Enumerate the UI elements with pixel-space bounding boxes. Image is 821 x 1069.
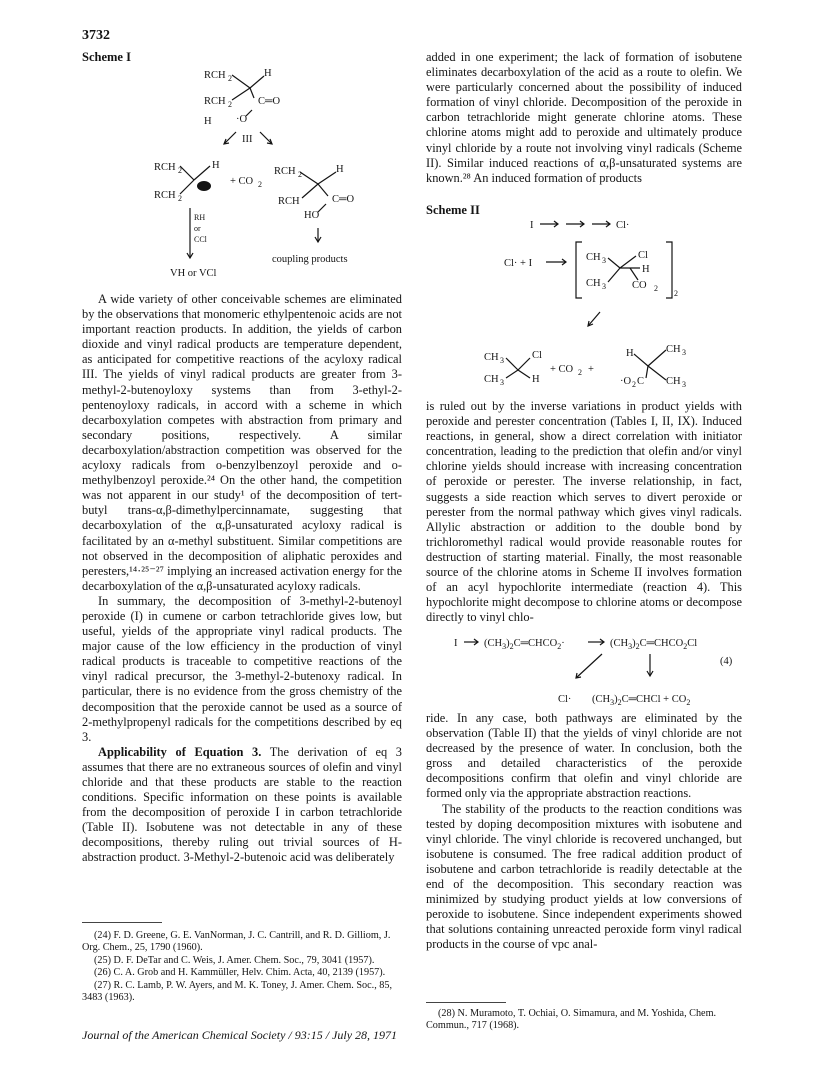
s2-prod-h: H — [532, 374, 540, 385]
s2-anion-h: H — [626, 348, 634, 359]
s1-top-h2: H — [204, 116, 212, 127]
svg-text:2: 2 — [298, 170, 302, 179]
left-paragraph-2: In summary, the decomposition of 3-methyl-2-butenoyl peroxide (I) in cumene or carbon tetrachloride gives low, but useful, yields of the appropriate vinyl radical products. The major cause of the low efficiency in the production of vinyl radical products is traceable to competitive reactions of the vinyl radical precursor, the 3-methyl-2-butenoxy radical. In particular, there is no evidence from the gross chemistry of the decomposition that the peroxide cannot be used as a source of 2-methylpropenyl radicals for the competitions described by eq 3. — [82, 593, 402, 744]
s1-intermediate: III — [242, 134, 253, 145]
svg-text:2: 2 — [632, 380, 636, 389]
right-paragraph-1: added in one experiment; the lack of formation of isobutene eliminates decarboxylation of the acid as a route to olefin. We were particularly concerned about the possibility of induced formation of vinyl chloride. Decomposition of the peroxide in carbon tetrachloride might generate chlorine atoms. These chlorine atoms might add to peroxide and ultimately produce vinyl chloride by a route not involving vinyl radicals (Scheme II). Similar induced reactions of α,β-unsaturated systems are known.²⁸ An induced formation of products — [426, 50, 742, 185]
svg-text:3: 3 — [682, 348, 686, 357]
s1-rad-rch-1: RCH — [154, 162, 176, 173]
left-paragraph-1: A wide variety of other conceivable schemes are eliminated by the observations that monomeric ethylpentenoic acids are not important reaction products. In addition, the yields of carbon dioxide and vinyl radical products are temperature dependent, as anticipated for competitive reactions of the acyloxy radical III. The yields of vinyl radical products are greater from 3-methyl-2-butenoyloxy systems than from 3-ethyl-2-pentenoyloxy radicals, in accord with a scheme in which decarboxylation competes with abstraction from primary and secondary positions, respectively. A similar decarboxylation/abstraction competition was observed for the acyloxy radicals from o-benzylbenzoyl peroxide and o-methylbenzoyl peroxide.²⁴ On the other hand, the competition was not apparent in our study¹ of the decomposition of tert-butyl trans-α,β-dimethylpercinnamate, suggesting that decarboxylation of the α,β-unsaturated acyloxy radical is facilitated by an α-methyl substituent. Similar competitions are not observed in the decomposition of aliphatic peroxides and peresters,¹⁴·²⁵⁻²⁷ implying an increased activation energy for the decarboxylation of the α,β-unsaturated acyloxy radicals. — [82, 292, 402, 593]
s1-right-rch-2: RCH — [278, 196, 300, 207]
s2-anion-ch3-bottom: CH — [666, 376, 681, 387]
r4-i: I — [454, 638, 458, 649]
s1-right-ho: HO — [304, 210, 320, 221]
page-number: 3732 — [82, 28, 110, 43]
s2-box-ch3-bottom: CH — [586, 278, 601, 289]
s2-cl-rad: Cl· — [616, 220, 630, 231]
s1-right-h: H — [336, 164, 344, 175]
s1-ccl4: CCl — [194, 235, 207, 244]
svg-text:3: 3 — [500, 378, 504, 387]
s1-top-h: H — [264, 68, 272, 79]
svg-text:2: 2 — [178, 166, 182, 175]
s1-rad-h: H — [212, 160, 220, 171]
s1-right-rch-1: RCH — [274, 166, 296, 177]
svg-text:3: 3 — [602, 282, 606, 291]
journal-footer: Journal of the American Chemical Society / 93:15 / July 28, 1971 — [82, 1028, 398, 1042]
s2-plus: + — [588, 364, 594, 375]
svg-text:2: 2 — [674, 289, 678, 298]
r4-step2: $(CH_3)_2C═CHCO_2Cl$ — [610, 638, 698, 651]
s2-prod-ch3-top: CH — [484, 352, 499, 363]
r4-cl-rad: Cl· — [558, 694, 572, 705]
right-column-top — [426, 50, 742, 186]
footnote-24: (24) F. D. Greene, G. E. VanNorman, J. C. Cantrill, and R. D. Gilliom, J. Org. Chem., 25, 1790 (1960). — [82, 930, 391, 954]
right-paragraph-2: is ruled out by the inverse variations in product yields with peroxide and perester concentration (Tables I, II, IX). Induced reactions, in general, show a direct correlation with initiator concentration, leading to the prediction that olefin and/or vinyl chlorine yields should increase with increasing concentration of peroxide or perester. The inverse relationship, in fact, suggests a side reaction which serves to divert peroxide or perester from the normal pathway which gives vinyl radicals. Allylic abstraction or addition to the double bond by trichloromethyl radical would provide reasonable routes for destruction of starting material. Finally, the most reasonable source of the chlorine atoms in Scheme II involves formation of an acyl hypochlorite intermediate (reaction 4). This hypochlorite might decompose to chlorine atoms or decompose directly to vinyl chlo- — [426, 399, 742, 625]
svg-text:3: 3 — [602, 256, 606, 265]
s2-box-ch3-top: CH — [586, 252, 601, 263]
left-paragraph-3-text: The derivation of eq 3 assumes that there are no extraneous sources of olefin and vinyl chloride and that these products are stable to the reaction conditions. Specific information on these points is available from the decomposition of peroxide I in carbon tetrachloride (Table II). Isobutene was not detectable in any of these decompositions, thereby ruling out trivial sources of H-abstraction product. 3-Methyl-2-butenoic acid was deliberately — [82, 744, 402, 865]
footnotes-left — [82, 930, 402, 1004]
scheme-1-label: Scheme I — [82, 50, 131, 64]
s2-plus-co2: + CO — [550, 364, 574, 375]
section-heading-applicability: Applicability of Equation 3. — [98, 744, 262, 759]
s1-right-co: C═O — [332, 194, 355, 205]
svg-text:2: 2 — [228, 100, 232, 109]
left-paragraph-3 — [82, 745, 402, 866]
s1-top-co: C═O — [258, 96, 281, 107]
s1-top-rch-2: RCH — [204, 96, 226, 107]
left-column — [82, 292, 402, 866]
s2-anion-ch3-top: CH — [666, 344, 681, 355]
footnote-28: (28) N. Muramoto, T. Ochiai, O. Simamura, and M. Yoshida, Chem. Commun., 717 (1968). — [426, 1008, 717, 1032]
s1-rad-rch-2: RCH — [154, 190, 176, 201]
s2-i: I — [530, 220, 534, 231]
s1-plus-co2: + CO — [230, 176, 254, 187]
r4-number: (4) — [720, 656, 733, 667]
s1-top-rch-1: RCH — [204, 70, 226, 81]
s1-coupling: coupling products — [272, 254, 348, 265]
footnote-25: (25) D. F. DeTar and C. Weis, J. Amer. Chem. Soc., 79, 3041 (1957). — [94, 954, 375, 966]
right-column-bottom — [426, 711, 742, 953]
s1-vh-vcl: VH or VCl — [170, 268, 217, 279]
svg-text:2: 2 — [654, 284, 658, 293]
s1-top-o: ·O — [236, 114, 248, 125]
scheme-2-label: Scheme II — [426, 203, 480, 217]
r4-step1: $(CH_3)_2C═CHCO_2\cdot$ — [484, 638, 565, 651]
s2-anion-o2c: ·O — [620, 376, 632, 387]
reaction-4-diagram — [440, 628, 750, 712]
s2-line2: Cl· + I — [504, 258, 533, 269]
right-paragraph-3: ride. In any case, both pathways are eliminated by the observation (Table II) that the yields of vinyl chloride are not decreased by the presence of water. In conclusion, both the gross and detailed characteristics of the peroxide decompositions confirm that olefin and vinyl chloride are formed only via the appropriate abstraction reactions. — [426, 711, 742, 801]
svg-text:2: 2 — [258, 180, 262, 189]
r4-product: $(CH_3)_2C═CHCl + CO_2$ — [592, 694, 691, 707]
svg-text:3: 3 — [500, 356, 504, 365]
svg-text:2: 2 — [178, 194, 182, 203]
scheme-2-diagram — [470, 212, 750, 392]
s1-or: or — [194, 224, 201, 233]
s1-rh: RH — [194, 213, 206, 222]
footnote-rule-left — [82, 922, 162, 923]
scheme-1-diagram — [140, 62, 390, 290]
svg-text:2: 2 — [578, 368, 582, 377]
footnote-26: (26) C. A. Grob and H. Kammüller, Helv. Chim. Acta, 40, 2139 (1957). — [94, 967, 386, 979]
svg-text:3: 3 — [682, 380, 686, 389]
right-paragraph-4: The stability of the products to the reaction conditions was tested by doping decomposition mixtures with isobutene and vinyl chloride. The vinyl chloride is recovered unchanged, but isobutene is consumed. The free radical addition product of isobutene and carbon tetrachloride is readily detectable at the end of the decomposition. This secondary reaction was minimized by studying product yields at low conversions of peroxide to isobutene. Since independent experiments showed that solutions containing unreacted peroxide form vinyl radical products in the course of vpc anal- — [426, 801, 742, 952]
svg-text:2: 2 — [228, 74, 232, 83]
s2-anion-c: C — [637, 376, 645, 387]
s2-box-cl: Cl — [638, 250, 648, 261]
s2-prod-ch3-bottom: CH — [484, 374, 499, 385]
s2-prod-cl: Cl — [532, 350, 542, 361]
footnotes-right — [426, 1008, 742, 1033]
footnote-rule-right — [426, 1002, 506, 1003]
s2-box-co2: CO — [632, 280, 647, 291]
footnote-27: (27) R. C. Lamb, P. W. Ayers, and M. K. Toney, J. Amer. Chem. Soc., 85, 3483 (1963). — [82, 979, 393, 1004]
right-column-middle — [426, 399, 742, 625]
s2-box-h: H — [642, 264, 650, 275]
